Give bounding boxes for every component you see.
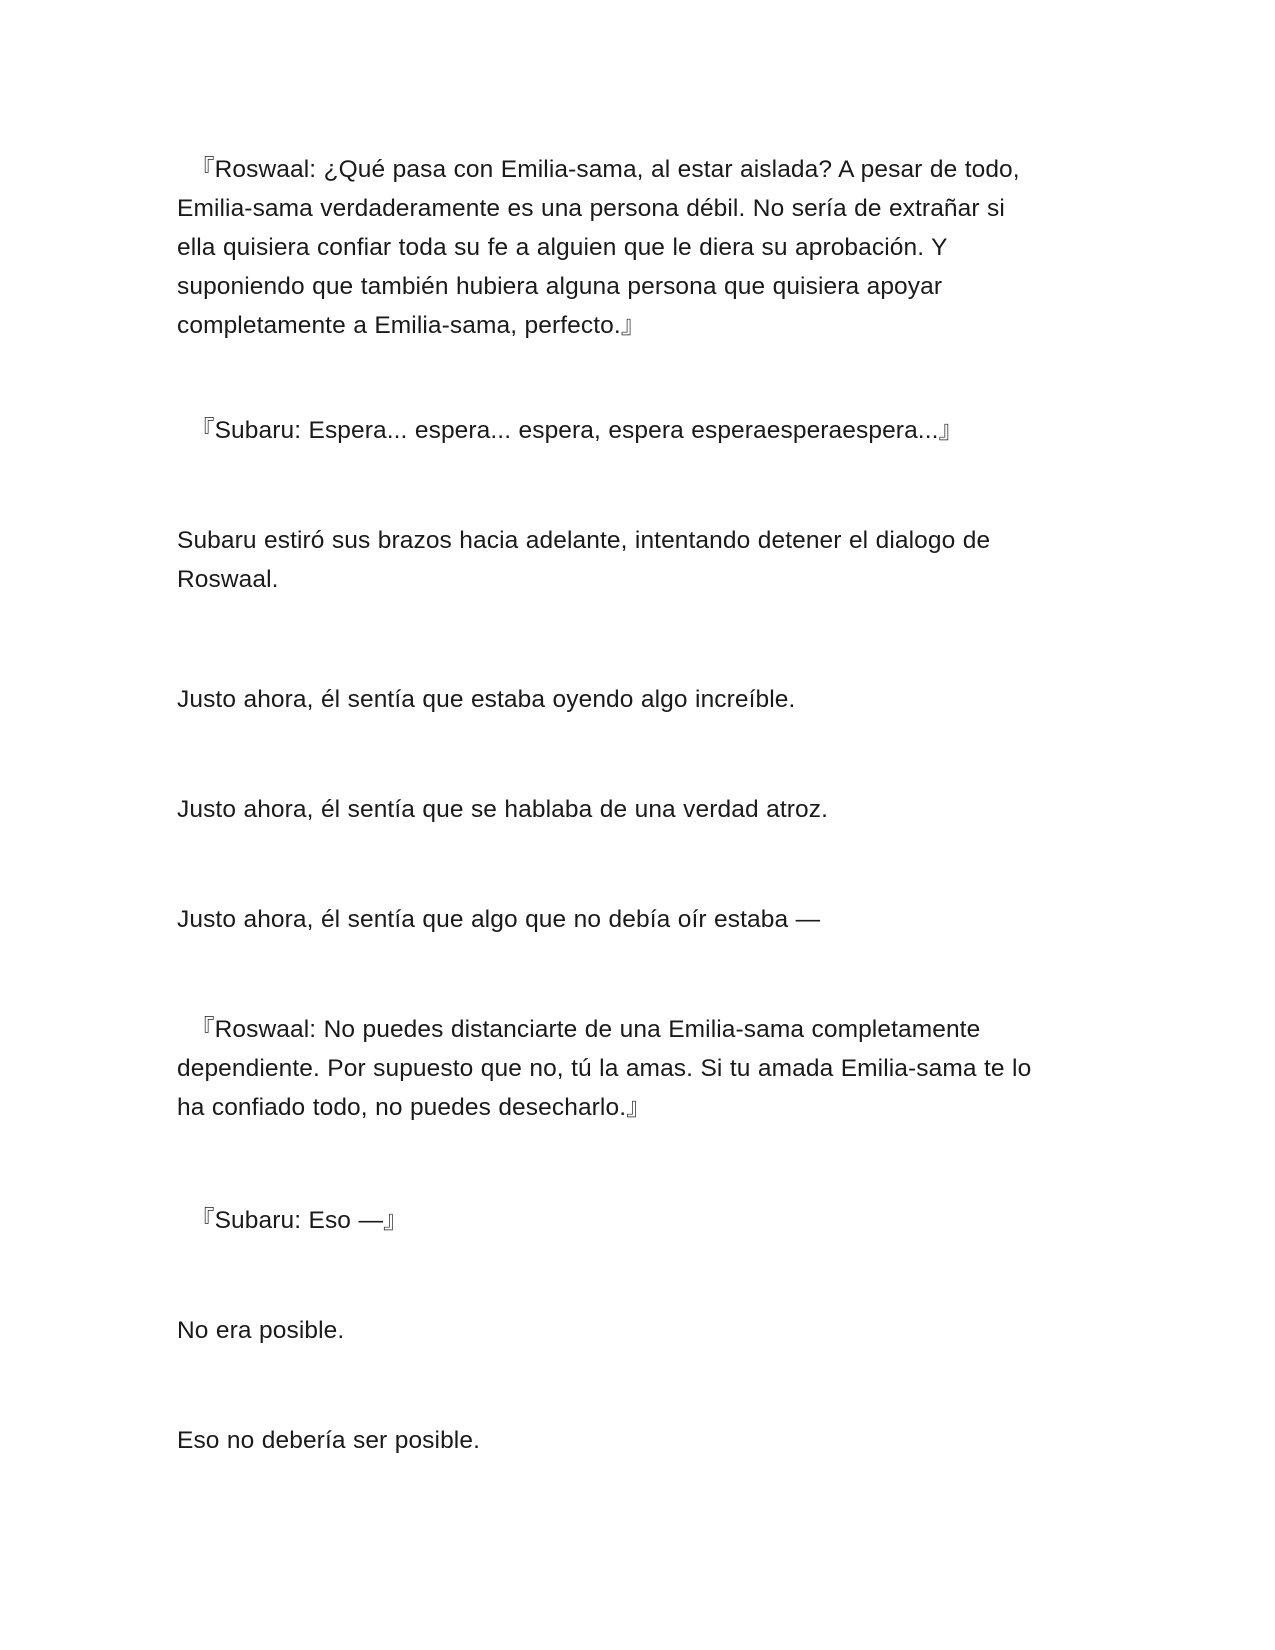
text-line: Justo ahora, él sentía que estaba oyendo algo increíble. xyxy=(177,686,796,713)
paragraph-narration-6 xyxy=(177,1421,1097,1460)
text-line: Emilia-sama verdaderamente es una persona débil. No sería de extrañar si xyxy=(177,195,1005,222)
paragraph-roswaal-2 xyxy=(177,1010,1097,1127)
text-line: Roswaal. xyxy=(177,566,279,593)
text-line: Justo ahora, él sentía que se hablaba de una verdad atroz. xyxy=(177,796,828,823)
paragraph-roswaal-1 xyxy=(177,150,1097,345)
text-line: Justo ahora, él sentía que algo que no debía oír estaba — xyxy=(177,906,821,933)
text-line: Subaru estiró sus brazos hacia adelante, intentando detener el dialogo de xyxy=(177,527,991,554)
paragraph-subaru-2 xyxy=(177,1201,1097,1240)
paragraph-subaru-1 xyxy=(177,411,1097,450)
text-line: 『Roswaal: No puedes distanciarte de una Emilia-sama completamente xyxy=(190,1016,981,1043)
text-line: dependiente. Por supuesto que no, tú la amas. Si tu amada Emilia-sama te lo xyxy=(177,1055,1032,1082)
paragraph-narration-3 xyxy=(177,790,1097,829)
text-line: ha confiado todo, no puedes desecharlo.』 xyxy=(177,1094,651,1121)
paragraph-narration-1 xyxy=(177,521,1097,599)
text-line: ella quisiera confiar toda su fe a alguien que le diera su aprobación. Y xyxy=(177,234,948,261)
text-line: 『Subaru: Espera... espera... espera, espera esperaesperaespera...』 xyxy=(190,417,964,444)
text-line: Eso no debería ser posible. xyxy=(177,1427,480,1454)
text-line: No era posible. xyxy=(177,1317,345,1344)
text-line: 『Roswaal: ¿Qué pasa con Emilia-sama, al estar aislada? A pesar de todo, xyxy=(190,156,1020,183)
paragraph-narration-5 xyxy=(177,1311,1097,1350)
text-line: suponiendo que también hubiera alguna persona que quisiera apoyar xyxy=(177,273,943,300)
paragraph-narration-2 xyxy=(177,680,1097,719)
text-line: 『Subaru: Eso —』 xyxy=(190,1207,408,1234)
text-line: completamente a Emilia-sama, perfecto.』 xyxy=(177,312,646,339)
paragraph-narration-4 xyxy=(177,900,1097,939)
